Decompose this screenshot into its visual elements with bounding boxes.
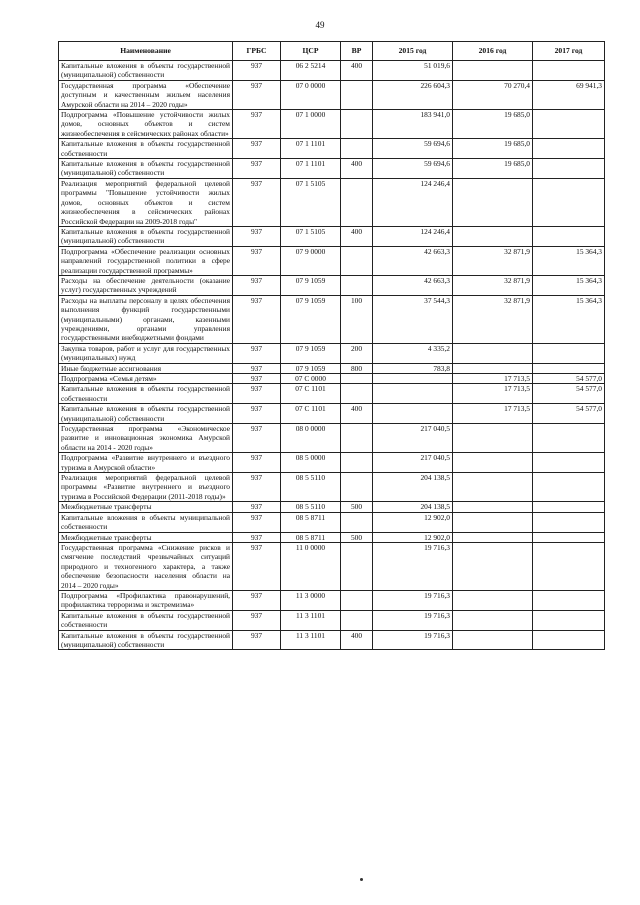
cell-2015: 42 663,3 [373, 246, 453, 275]
cell-name: Капитальные вложения в объекты государственной (муниципальной) собственности [59, 61, 233, 81]
cell-csr: 08 5 8711 [281, 532, 341, 542]
cell-2016 [453, 343, 533, 363]
cell-grbs: 937 [233, 610, 281, 630]
cell-vr [341, 590, 373, 610]
cell-2016 [453, 453, 533, 473]
table-row [59, 532, 605, 542]
cell-vr [341, 384, 373, 404]
cell-csr: 07 С 1101 [281, 384, 341, 404]
table-row [59, 275, 605, 295]
cell-grbs: 937 [233, 295, 281, 343]
cell-grbs: 937 [233, 246, 281, 275]
cell-2015: 217 040,5 [373, 453, 453, 473]
cell-csr: 11 3 1101 [281, 610, 341, 630]
cell-2017 [533, 343, 605, 363]
cell-2015 [373, 374, 453, 384]
cell-2016 [453, 610, 533, 630]
cell-2016: 19 685,0 [453, 159, 533, 179]
cell-vr: 800 [341, 363, 373, 373]
cell-vr [341, 542, 373, 590]
cell-grbs: 937 [233, 178, 281, 226]
cell-csr: 07 1 5105 [281, 226, 341, 246]
cell-name: Капитальные вложения в объекты государственной собственности [59, 139, 233, 159]
cell-2015: 4 335,2 [373, 343, 453, 363]
table-row [59, 453, 605, 473]
cell-vr [341, 139, 373, 159]
table-row [59, 630, 605, 650]
cell-grbs: 937 [233, 404, 281, 424]
table-row [59, 80, 605, 109]
cell-vr: 500 [341, 532, 373, 542]
header-2017: 2017 год [533, 42, 605, 61]
cell-2017 [533, 159, 605, 179]
cell-2016 [453, 61, 533, 81]
cell-name: Иные бюджетные ассигнования [59, 363, 233, 373]
cell-name: Капитальные вложения в объекты государственной (муниципальной) собственности [59, 404, 233, 424]
cell-2016: 17 713,5 [453, 374, 533, 384]
cell-name: Межбюджетные трансферты [59, 502, 233, 512]
scan-dot [360, 878, 363, 881]
cell-2016: 32 871,9 [453, 295, 533, 343]
cell-grbs: 937 [233, 226, 281, 246]
cell-2015: 37 544,3 [373, 295, 453, 343]
cell-csr: 08 5 0000 [281, 453, 341, 473]
cell-grbs: 937 [233, 512, 281, 532]
table-row [59, 473, 605, 502]
cell-vr: 100 [341, 295, 373, 343]
budget-table [58, 41, 605, 650]
cell-vr [341, 453, 373, 473]
cell-vr: 400 [341, 226, 373, 246]
cell-2016 [453, 532, 533, 542]
cell-csr: 07 1 0000 [281, 110, 341, 139]
cell-2016: 17 713,5 [453, 404, 533, 424]
cell-2015: 19 716,3 [373, 630, 453, 650]
cell-vr [341, 80, 373, 109]
cell-2015: 217 040,5 [373, 424, 453, 453]
cell-2016: 32 871,9 [453, 246, 533, 275]
cell-2017 [533, 590, 605, 610]
cell-grbs: 937 [233, 80, 281, 109]
cell-name: Государственная программа «Экономическое развитие и инновационная экономика Амурской области на 2014 - 2020 годы» [59, 424, 233, 453]
cell-2017 [533, 630, 605, 650]
cell-2016 [453, 473, 533, 502]
cell-2015 [373, 404, 453, 424]
cell-grbs: 937 [233, 110, 281, 139]
header-2015: 2015 год [373, 42, 453, 61]
cell-2017 [533, 61, 605, 81]
table-row [59, 404, 605, 424]
cell-2015: 124 246,4 [373, 226, 453, 246]
cell-vr [341, 610, 373, 630]
cell-2016 [453, 178, 533, 226]
cell-2015: 59 694,6 [373, 159, 453, 179]
cell-2017: 15 364,3 [533, 275, 605, 295]
cell-name: Закупка товаров, работ и услуг для государственных (муниципальных) нужд [59, 343, 233, 363]
table-row [59, 610, 605, 630]
cell-2016: 19 685,0 [453, 110, 533, 139]
cell-name: Подпрограмма «Семья детям» [59, 374, 233, 384]
table-row [59, 590, 605, 610]
cell-2017 [533, 532, 605, 542]
cell-2017 [533, 610, 605, 630]
cell-grbs: 937 [233, 343, 281, 363]
cell-2017: 54 577,0 [533, 374, 605, 384]
cell-name: Реализация мероприятий федеральной целевой программы "Повышение устойчивости жилых домов, основных объектов и систем жизнеобеспечения в сейсмических районах Российской Федерации на 2009-2018 годы" [59, 178, 233, 226]
cell-grbs: 937 [233, 532, 281, 542]
table-row [59, 542, 605, 590]
cell-2016: 17 713,5 [453, 384, 533, 404]
header-name: Наименование [59, 42, 233, 61]
cell-vr: 500 [341, 502, 373, 512]
cell-csr: 07 0 0000 [281, 80, 341, 109]
cell-name: Расходы на обеспечение деятельности (оказание услуг) государственных учреждений [59, 275, 233, 295]
cell-csr: 07 9 0000 [281, 246, 341, 275]
cell-2015: 19 716,3 [373, 590, 453, 610]
cell-vr [341, 275, 373, 295]
cell-csr: 07 9 1059 [281, 343, 341, 363]
table-row [59, 61, 605, 81]
cell-csr: 07 9 1059 [281, 295, 341, 343]
cell-2015: 12 902,0 [373, 532, 453, 542]
cell-vr: 400 [341, 630, 373, 650]
header-grbs: ГРБС [233, 42, 281, 61]
table-row [59, 343, 605, 363]
table-header-row [59, 42, 605, 61]
cell-grbs: 937 [233, 630, 281, 650]
cell-2016: 19 685,0 [453, 139, 533, 159]
cell-vr: 400 [341, 404, 373, 424]
cell-vr [341, 374, 373, 384]
cell-name: Капитальные вложения в объекты государственной (муниципальной) собственности [59, 630, 233, 650]
cell-csr: 08 5 5110 [281, 502, 341, 512]
page-number: 49 [315, 20, 325, 30]
table-row [59, 139, 605, 159]
cell-2015: 183 941,0 [373, 110, 453, 139]
cell-2017 [533, 139, 605, 159]
cell-csr: 08 5 8711 [281, 512, 341, 532]
cell-grbs: 937 [233, 453, 281, 473]
cell-vr [341, 424, 373, 453]
cell-csr: 11 3 0000 [281, 590, 341, 610]
table-row [59, 246, 605, 275]
cell-2015: 226 604,3 [373, 80, 453, 109]
cell-name: Капитальные вложения в объекты государственной собственности [59, 384, 233, 404]
table-row [59, 363, 605, 373]
cell-2017 [533, 502, 605, 512]
cell-2016 [453, 363, 533, 373]
cell-2015: 59 694,6 [373, 139, 453, 159]
cell-name: Межбюджетные трансферты [59, 532, 233, 542]
cell-vr [341, 473, 373, 502]
cell-grbs: 937 [233, 159, 281, 179]
header-vr: ВР [341, 42, 373, 61]
cell-vr [341, 246, 373, 275]
cell-name: Подпрограмма «Развитие внутреннего и въездного туризма в Амурской области» [59, 453, 233, 473]
cell-grbs: 937 [233, 61, 281, 81]
cell-2017 [533, 178, 605, 226]
cell-2015: 124 246,4 [373, 178, 453, 226]
table-row [59, 424, 605, 453]
header-csr: ЦСР [281, 42, 341, 61]
cell-name: Государственная программа «Обеспечение доступным и качественным жильем населения Амурской области на 2014 – 2020 годы» [59, 80, 233, 109]
cell-2015: 783,8 [373, 363, 453, 373]
cell-2017 [533, 110, 605, 139]
cell-2017 [533, 226, 605, 246]
table-row [59, 502, 605, 512]
cell-grbs: 937 [233, 542, 281, 590]
cell-csr: 11 0 0000 [281, 542, 341, 590]
cell-2017 [533, 542, 605, 590]
cell-vr [341, 110, 373, 139]
cell-2016 [453, 542, 533, 590]
cell-name: Капитальные вложения в объекты государственной собственности [59, 610, 233, 630]
cell-name: Капитальные вложения в объекты государственной (муниципальной) собственности [59, 159, 233, 179]
cell-vr: 200 [341, 343, 373, 363]
cell-2015: 204 138,5 [373, 502, 453, 512]
cell-vr [341, 512, 373, 532]
cell-name: Расходы на выплаты персоналу в целях обеспечения выполнения функций государственными (муниципальными) органами, казенными учреждениями, органами управления государственными внебюджетными фондами [59, 295, 233, 343]
cell-name: Государственная программа «Снижение рисков и смягчение последствий чрезвычайных ситуаций природного и техногенного характера, а также обеспечение безопасности населения области на 2014 – 2020 годы» [59, 542, 233, 590]
table-row [59, 512, 605, 532]
cell-csr: 07 9 1059 [281, 275, 341, 295]
cell-2015: 42 663,3 [373, 275, 453, 295]
table-row [59, 384, 605, 404]
table-row [59, 110, 605, 139]
cell-name: Капитальные вложения в объекты государственной (муниципальной) собственности [59, 226, 233, 246]
header-2016: 2016 год [453, 42, 533, 61]
cell-2017: 69 941,3 [533, 80, 605, 109]
cell-vr [341, 178, 373, 226]
cell-2017: 54 577,0 [533, 384, 605, 404]
cell-grbs: 937 [233, 424, 281, 453]
cell-name: Реализация мероприятий федеральной целевой программы «Развитие внутреннего и въездного туризма в Российской Федерации (2011-2018 годы)» [59, 473, 233, 502]
table-row [59, 295, 605, 343]
table-row [59, 159, 605, 179]
cell-grbs: 937 [233, 502, 281, 512]
table-row [59, 226, 605, 246]
cell-csr: 08 0 0000 [281, 424, 341, 453]
cell-csr: 06 2 5214 [281, 61, 341, 81]
cell-2017: 15 364,3 [533, 295, 605, 343]
cell-name: Подпрограмма «Повышение устойчивости жилых домов, основных объектов и систем жизнеобеспечения в сейсмических районах области» [59, 110, 233, 139]
cell-grbs: 937 [233, 139, 281, 159]
cell-2015: 51 019,6 [373, 61, 453, 81]
cell-grbs: 937 [233, 473, 281, 502]
cell-2017 [533, 424, 605, 453]
cell-grbs: 937 [233, 363, 281, 373]
cell-2015 [373, 384, 453, 404]
cell-2016: 32 871,9 [453, 275, 533, 295]
cell-vr: 400 [341, 159, 373, 179]
cell-2015: 19 716,3 [373, 610, 453, 630]
cell-csr: 07 С 0000 [281, 374, 341, 384]
cell-2015: 19 716,3 [373, 542, 453, 590]
cell-name: Подпрограмма «Профилактика правонарушений, профилактика терроризма и экстремизма» [59, 590, 233, 610]
cell-2016 [453, 502, 533, 512]
cell-csr: 07 С 1101 [281, 404, 341, 424]
cell-2016 [453, 590, 533, 610]
cell-csr: 11 3 1101 [281, 630, 341, 650]
cell-2016 [453, 226, 533, 246]
cell-csr: 07 1 1101 [281, 159, 341, 179]
cell-grbs: 937 [233, 275, 281, 295]
cell-name: Подпрограмма «Обеспечение реализации основных направлений государственной политики в сфере реализации государственной программы» [59, 246, 233, 275]
cell-2016 [453, 512, 533, 532]
cell-2016 [453, 630, 533, 650]
cell-csr: 07 9 1059 [281, 363, 341, 373]
cell-2015: 12 902,0 [373, 512, 453, 532]
table-row [59, 178, 605, 226]
cell-2017 [533, 363, 605, 373]
cell-2016: 70 270,4 [453, 80, 533, 109]
cell-grbs: 937 [233, 590, 281, 610]
cell-2017 [533, 453, 605, 473]
cell-csr: 07 1 1101 [281, 139, 341, 159]
cell-grbs: 937 [233, 374, 281, 384]
cell-2017 [533, 512, 605, 532]
cell-grbs: 937 [233, 384, 281, 404]
cell-2017 [533, 473, 605, 502]
cell-csr: 08 5 5110 [281, 473, 341, 502]
cell-2015: 204 138,5 [373, 473, 453, 502]
cell-2016 [453, 424, 533, 453]
cell-vr: 400 [341, 61, 373, 81]
cell-csr: 07 1 5105 [281, 178, 341, 226]
cell-2017: 15 364,3 [533, 246, 605, 275]
table-row [59, 374, 605, 384]
cell-name: Капитальные вложения в объекты муниципальной собственности [59, 512, 233, 532]
cell-2017: 54 577,0 [533, 404, 605, 424]
